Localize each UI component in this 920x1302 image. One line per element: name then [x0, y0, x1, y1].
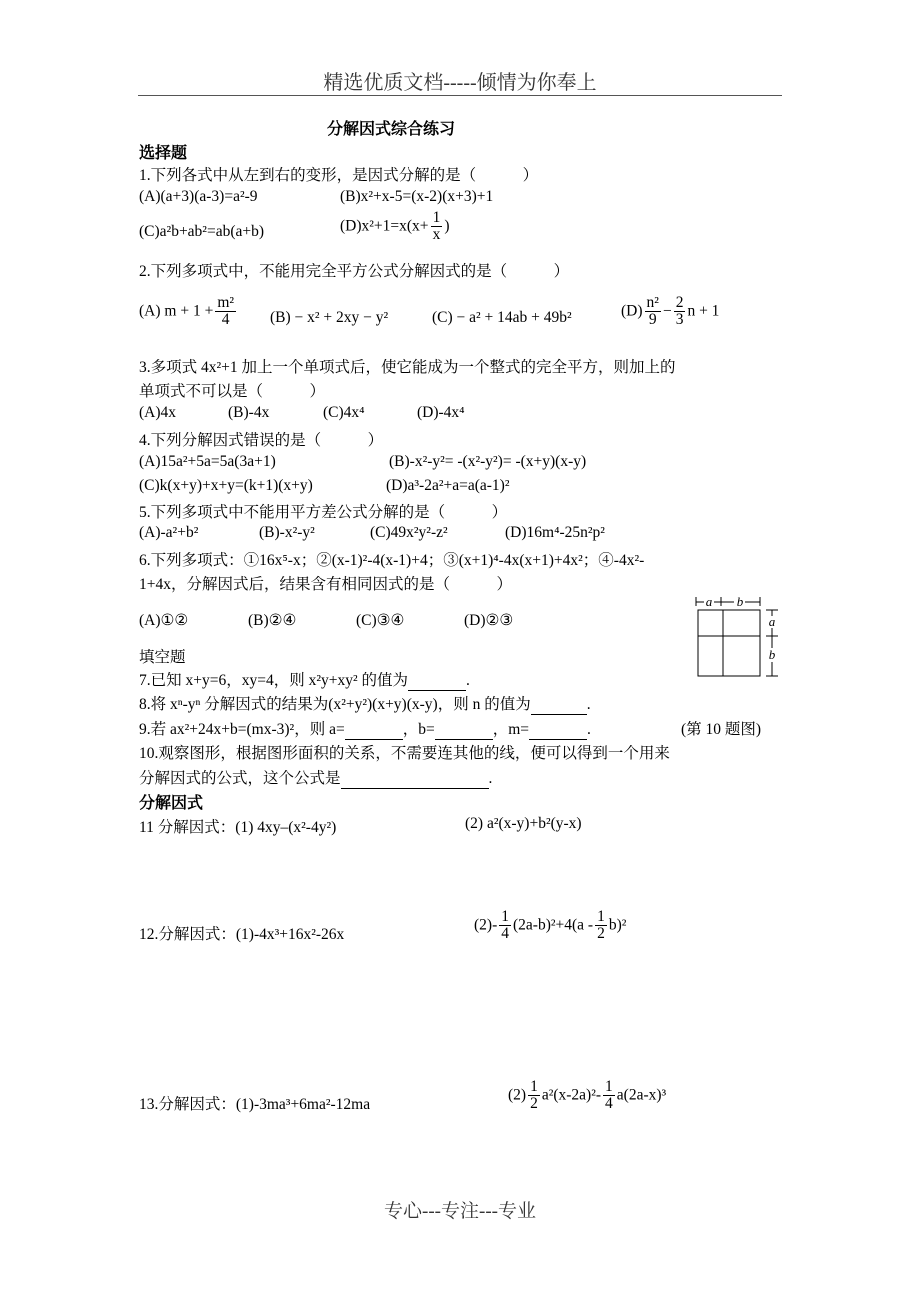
q2-option-b: (B) − x² + 2xy − y²	[270, 309, 389, 326]
section-factor-heading: 分解因式	[139, 795, 204, 812]
q4-option-c: (C)k(x+y)+x+y=(k+1)(x+y)	[139, 477, 313, 494]
q6-stem-line2: 1+4x，分解因式后，结果含有相同因式的是（ ）	[139, 576, 512, 593]
q3-option-a: (A)4x	[139, 404, 177, 421]
figure-label-a-vertical: a	[768, 614, 776, 629]
figure-label-a: a	[705, 594, 713, 609]
q3-stem-line1: 3.多项式 4x²+1 加上一个单项式后，使它能成为一个整式的完全平方，则加上的	[139, 359, 676, 376]
q10-line1: 10.观察图形，根据图形面积的关系，不需要连其他的线，便可以得到一个用来	[139, 745, 670, 762]
q2-option-c: (C) − a² + 14ab + 49b²	[432, 309, 572, 326]
q1-option-d: (D)x²+1=x(x+ $\frac{1}{x}$ )	[340, 209, 450, 244]
q6-option-b: (B)②④	[248, 612, 297, 629]
figure-caption: (第 10 题图)	[681, 721, 762, 738]
q5-option-b: (B)-x²-y²	[259, 524, 315, 541]
q12-part1: 12.分解因式：(1)-4x³+16x²-26x	[139, 926, 345, 943]
q4-option-a: (A)15a²+5a=5a(3a+1)	[139, 453, 276, 470]
q9-answer-m-blank[interactable]	[529, 721, 587, 740]
q7-answer-blank[interactable]	[408, 672, 466, 691]
q3-option-d: (D)-4x⁴	[417, 404, 465, 421]
q2-stem: 2.下列多项式中，不能用完全平方公式分解因式的是（ ）	[139, 263, 570, 280]
q4-option-b: (B)-x²-y²= -(x²-y²)= -(x+y)(x-y)	[389, 453, 587, 470]
q1-stem: 1.下列各式中从左到右的变形，是因式分解的是（ ）	[139, 167, 539, 184]
q5-option-a: (A)-a²+b²	[139, 524, 199, 541]
q1-option-b: (B)x²+x-5=(x-2)(x+3)+1	[340, 188, 494, 205]
q3-stem-line2: 单项式不可以是（ ）	[139, 383, 326, 400]
q10-line2: 分解因式的公式，这个公式是 .	[139, 770, 493, 787]
page-header: 精选优质文档-----倾情为你奉上	[323, 72, 597, 94]
q6-option-a: (A)①②	[139, 612, 189, 629]
q6-option-c: (C)③④	[356, 612, 405, 629]
q4-option-d: (D)a³-2a²+a=a(a-1)²	[386, 477, 510, 494]
q13-part1: 13.分解因式：(1)-3ma³+6ma²-12ma	[139, 1096, 371, 1113]
q13-part2: (2) $\frac{1}{2}$ a²(x-2a)²- $\frac{1}{4}$ a(2a-x)³	[508, 1078, 667, 1113]
q7: 7.已知 x+y=6，xy=4，则 x²y+xy² 的值为 .	[139, 672, 470, 689]
q5-option-d: (D)16m⁴-25n²p²	[505, 524, 605, 541]
q8: 8.将 xⁿ-yⁿ 分解因式的结果为(x²+y²)(x+y)(x-y)，则 n 的值为 .	[139, 696, 591, 713]
q5-stem: 5.下列多项式中不能用平方差公式分解的是（ ）	[139, 504, 508, 521]
section-fill-heading: 填空题	[139, 649, 186, 666]
figure-label-b-vertical: b	[768, 647, 776, 662]
q9: 9.若 ax²+24x+b=(mx-3)²，则 a= ，b= ，m= .	[139, 721, 591, 738]
q11-part2: (2) a²(x-y)+b²(y-x)	[465, 815, 582, 832]
q1-option-a: (A)(a+3)(a-3)=a²-9	[139, 188, 258, 205]
page-title: 分解因式综合练习	[327, 121, 456, 138]
page-footer: 专心---专注---专业	[384, 1201, 536, 1222]
q2-option-d: (D) $\frac{\text{n²}}{9}$ − $\frac{2}{3}$ n + 1	[621, 294, 720, 329]
q2-option-a: (A) m + 1 + $\frac{\text{m²}}{4}$	[139, 294, 235, 329]
section-choice-heading: 选择题	[139, 145, 188, 162]
q4-stem: 4.下列分解因式错误的是（ ）	[139, 432, 384, 449]
q9-answer-a-blank[interactable]	[345, 721, 403, 740]
q3-option-b: (B)-4x	[228, 404, 270, 421]
q12-part2: (2)- $\frac{1}{4}$ (2a-b)²+4(a - $\frac{1}{2}$ b)²	[474, 908, 627, 943]
q10-answer-blank[interactable]	[341, 770, 489, 789]
q9-answer-b-blank[interactable]	[435, 721, 493, 740]
q3-option-c: (C)4x⁴	[323, 404, 365, 421]
q5-option-c: (C)49x²y²-z²	[370, 524, 448, 541]
q1-option-c: (C)a²b+ab²=ab(a+b)	[139, 223, 265, 240]
q11-part1: 11 分解因式：(1) 4xy–(x²-4y²)	[139, 819, 337, 836]
figure-label-b: b	[736, 594, 744, 609]
q6-option-d: (D)②③	[464, 612, 514, 629]
q8-answer-blank[interactable]	[531, 696, 587, 715]
square-area-figure	[692, 592, 786, 682]
header-divider	[138, 95, 782, 96]
q6-stem-line1: 6.下列多项式：①16x⁵-x；②(x-1)²-4(x-1)+4；③(x+1)⁴-4x(x+1)+4x²；④-4x²-	[139, 552, 645, 569]
